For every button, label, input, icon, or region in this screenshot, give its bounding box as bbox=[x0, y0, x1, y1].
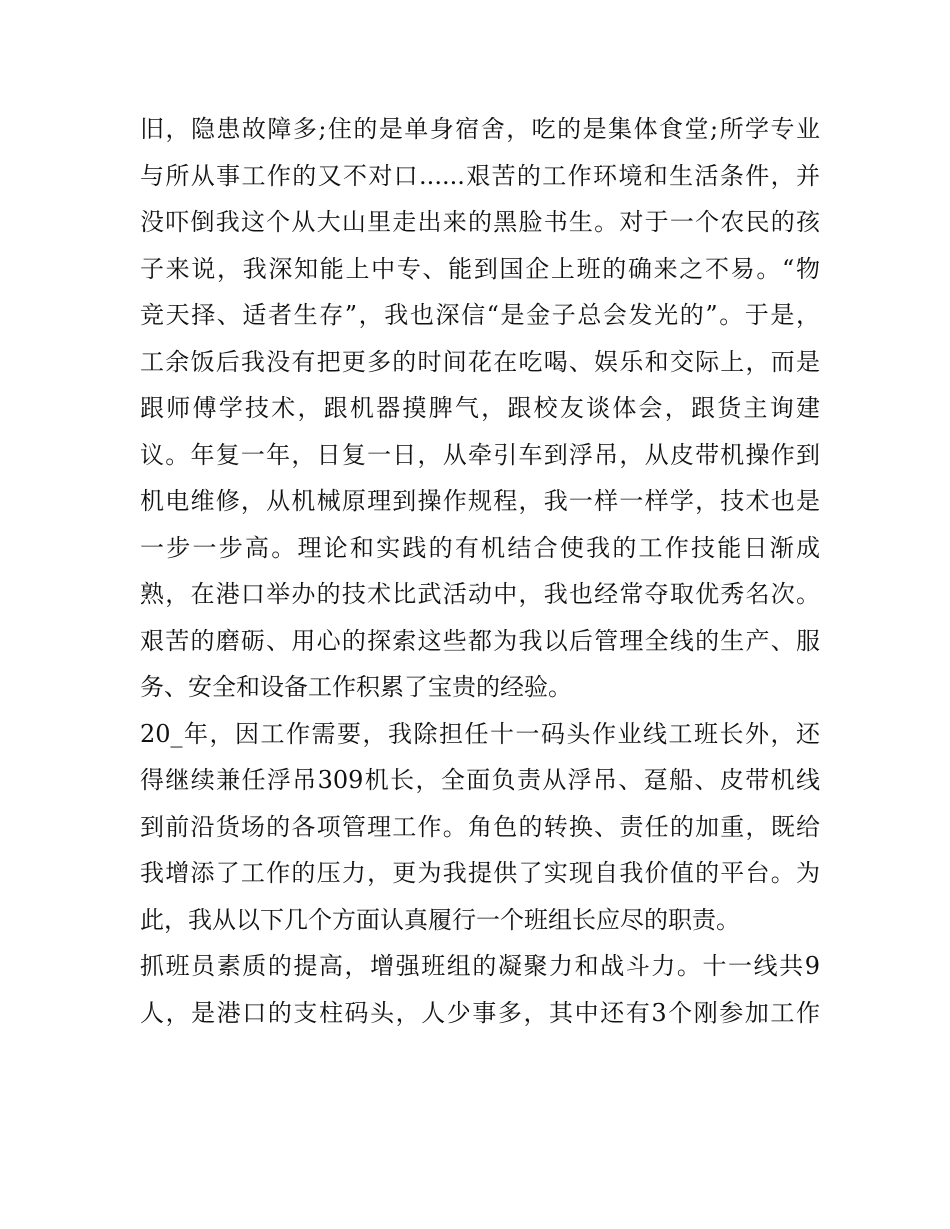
text-line: 到前沿货场的各项管理工作。角色的转换、责任的加重，既给 bbox=[140, 812, 820, 841]
text-line: 机电维修，从机械原理到操作规程，我一样一样学，技术也是 bbox=[140, 487, 820, 515]
text-line: 与所从事工作的又不对口......艰苦的工作环境和生活条件，并 bbox=[140, 161, 820, 190]
text-line: 20_年，因工作需要，我除担任十一码头作业线工班长外，还 bbox=[140, 719, 820, 748]
text-line: 跟师傅学技术，跟机器摸脾气，跟校友谈体会，跟货主询建 bbox=[140, 394, 820, 422]
text-line: 没吓倒我这个从大山里走出来的黑脸书生。对于一个农民的孩 bbox=[140, 208, 820, 236]
text-line: 子来说，我深知能上中专、能到国企上班的确来之不易。“物 bbox=[140, 254, 820, 283]
text-line: 我增添了工作的压力，更为我提供了实现自我价值的平台。为 bbox=[140, 859, 820, 887]
text-line: 抓班员素质的提高，增强班组的凝聚力和战斗力。十一线共9 bbox=[140, 952, 820, 980]
text-line: 务、安全和设备工作积累了宝贵的经验。 bbox=[140, 673, 572, 701]
text-line: 一步一步高。理论和实践的有机结合使我的工作技能日渐成 bbox=[140, 533, 820, 562]
body-text bbox=[140, 106, 820, 1036]
text-line: 旧，隐患故障多;住的是单身宿舍，吃的是集体食堂;所学专业 bbox=[140, 115, 820, 143]
text-line: 艰苦的磨砺、用心的探索这些都为我以后管理全线的生产、服 bbox=[140, 626, 820, 655]
text-line: 熟，在港口举办的技术比武活动中，我也经常夺取优秀名次。 bbox=[140, 580, 820, 608]
text-line: 人，是港口的支柱码头，人少事多，其中还有3个刚参加工作 bbox=[140, 998, 820, 1027]
text-line: 议。年复一年，日复一日，从牵引车到浮吊，从皮带机操作到 bbox=[140, 440, 820, 469]
text-line: 工余饭后我没有把更多的时间花在吃喝、娱乐和交际上，而是 bbox=[140, 347, 820, 376]
text-line: 竞天择、适者生存”，我也深信“是金子总会发光的”。于是， bbox=[140, 301, 820, 329]
text-line: 得继续兼任浮吊309机长，全面负责从浮吊、趸船、皮带机线 bbox=[140, 766, 820, 794]
text-line: 此，我从以下几个方面认真履行一个班组长应尽的职责。 bbox=[140, 905, 740, 934]
